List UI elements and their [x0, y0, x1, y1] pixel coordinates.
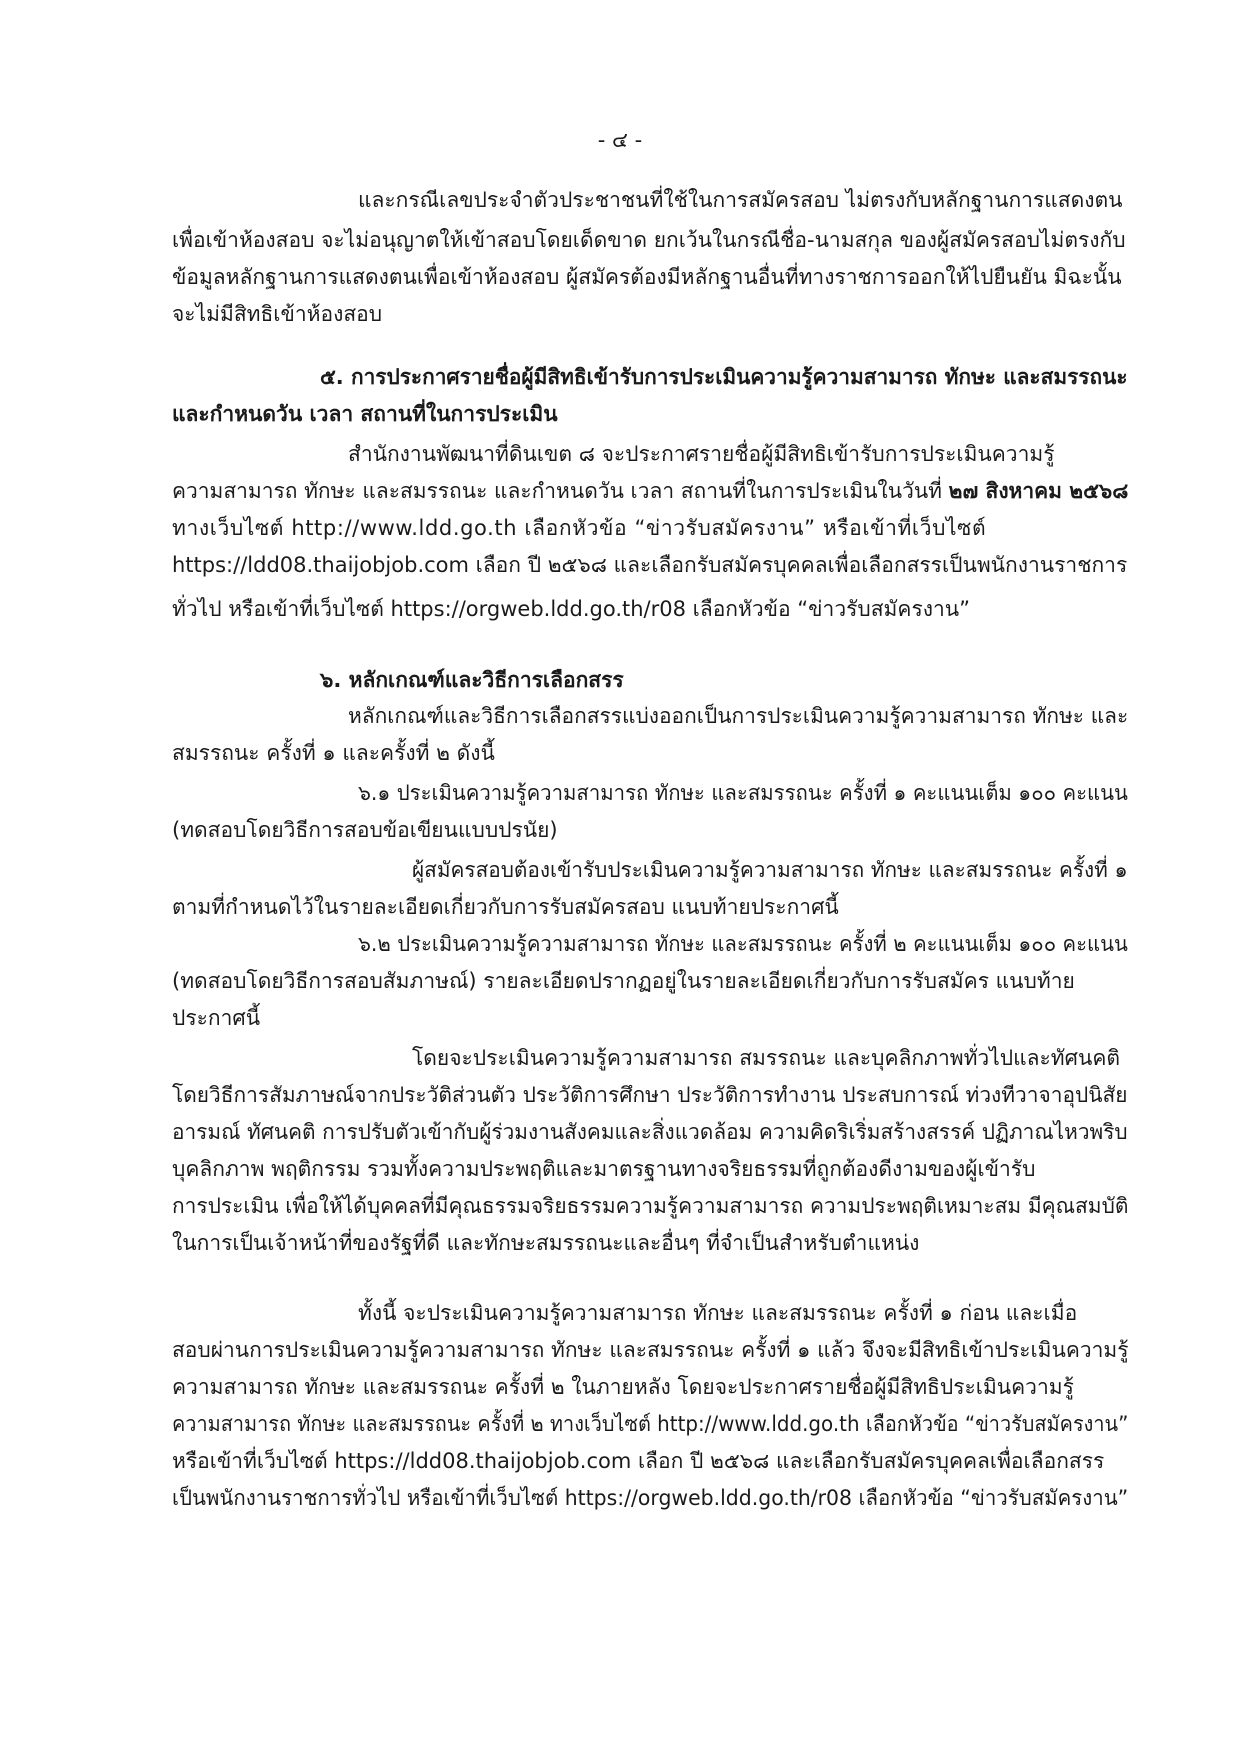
paragraph-line: อารมณ์ ทัศนคติ การปรับตัวเข้ากับผู้ร่วมงานสังคมและสิ่งแวดล้อม ความคิดริเริ่มสร้างสรรค์ ปฏิภาณไหวพริบ — [172, 1120, 1128, 1144]
item-6-2: ๖.๒ ประเมินความรู้ความสามารถ ทักษะ และสมรรถนะ ครั้งที่ ๒ คะแนนเต็ม ๑๐๐ คะแนน — [358, 932, 1128, 956]
paragraph-line: ทั้งนี้ จะประเมินความรู้ความสามารถ ทักษะ และสมรรถนะ ครั้งที่ ๑ ก่อน และเมื่อ — [358, 1301, 1078, 1325]
paragraph-line: บุคลิกภาพ พฤติกรรม รวมทั้งความประพฤติและมาตรฐานทางจริยธรรมที่ถูกต้องดีงามของผู้เข้ารับ — [172, 1157, 1036, 1181]
paragraph-line: ตามที่กำหนดไว้ในรายละเอียดเกี่ยวกับการรับสมัครสอบ แนบท้ายประกาศนี้ — [172, 895, 839, 919]
paragraph-line: ทางเว็บไซต์ http://www.ldd.go.th เลือกหัวข้อ “ข่าวรับสมัครงาน” หรือเข้าที่เว็บไซต์ — [172, 516, 987, 540]
paragraph-line: (ทดสอบโดยวิธีการสอบสัมภาษณ์) รายละเอียดปรากฏอยู่ในรายละเอียดเกี่ยวกับการรับสมัคร แนบท้าย — [172, 969, 1075, 993]
section-5-heading: และกำหนดวัน เวลา สถานที่ในการประเมิน — [172, 402, 558, 426]
paragraph-line: ประกาศนี้ — [172, 1006, 261, 1030]
paragraph-line: ทั่วไป หรือเข้าที่เว็บไซต์ https://orgweb.ldd.go.th/r08 เลือกหัวข้อ “ข่าวรับสมัครงาน” — [172, 597, 970, 621]
paragraph-line: ความสามารถ ทักษะ และสมรรถนะ ครั้งที่ ๒ ทางเว็บไซต์ http://www.ldd.go.th เลือกหัวข้อ “ข่าวรับสมัครงาน” — [172, 1412, 1129, 1436]
section-5-heading: ๕. การประกาศรายชื่อผู้มีสิทธิเข้ารับการประเมินความรู้ความสามารถ ทักษะ และสมรรถนะ — [320, 365, 1128, 389]
paragraph-line: จะไม่มีสิทธิเข้าห้องสอบ — [172, 302, 383, 326]
paragraph-line: โดยวิธีการสัมภาษณ์จากประวัติส่วนตัว ประวัติการศึกษา ประวัติการทำงาน ประสบการณ์ ท่วงทีวาจาอุปนิสัย — [172, 1083, 1128, 1107]
paragraph-line: หลักเกณฑ์และวิธีการเลือกสรรแบ่งออกเป็นการประเมินความรู้ความสามารถ ทักษะ และ — [348, 704, 1129, 728]
page-number: - ๔ - — [597, 128, 643, 152]
item-6-1: ๖.๑ ประเมินความรู้ความสามารถ ทักษะ และสมรรถนะ ครั้งที่ ๑ คะแนนเต็ม ๑๐๐ คะแนน — [358, 781, 1128, 805]
paragraph-line — [172, 476, 1128, 506]
paragraph-line: สำนักงานพัฒนาที่ดินเขต ๘ จะประกาศรายชื่อผู้มีสิทธิเข้ารับการประเมินความรู้ — [348, 442, 1055, 466]
paragraph-line: เป็นพนักงานราชการทั่วไป หรือเข้าที่เว็บไซต์ https://orgweb.ldd.go.th/r08 เลือกหัวข้อ “ข่าวรับสมัครงาน” — [172, 1486, 1129, 1510]
paragraph-line: https://ldd08.thaijobjob.com เลือก ปี ๒๕๖๘ และเลือกรับสมัครบุคคลเพื่อเลือกสรรเป็นพนักงานราชการ — [172, 553, 1128, 577]
paragraph-line: โดยจะประเมินความรู้ความสามารถ สมรรถนะ และบุคลิกภาพทั่วไปและทัศนคติ — [412, 1046, 1121, 1070]
paragraph-line: สอบผ่านการประเมินความรู้ความสามารถ ทักษะ และสมรรถนะ ครั้งที่ ๑ แล้ว จึงจะมีสิทธิเข้าประเมินความรู้ — [172, 1338, 1129, 1362]
paragraph-text: ความสามารถ ทักษะ และสมรรถนะ และกำหนดวัน เวลา สถานที่ในการประเมินในวันที่ — [172, 479, 949, 503]
paragraph-line: เพื่อเข้าห้องสอบ จะไม่อนุญาตให้เข้าสอบโดยเด็ดขาด ยกเว้นในกรณีชื่อ-นามสกุล ของผู้สมัครสอบไม่ตรงกับ — [172, 228, 1126, 252]
paragraph-line: (ทดสอบโดยวิธีการสอบข้อเขียนแบบปรนัย) — [172, 818, 558, 842]
paragraph-line: และกรณีเลขประจำตัวประชาชนที่ใช้ในการสมัครสอบ ไม่ตรงกับหลักฐานการแสดงตน — [358, 188, 1123, 212]
section-6-heading: ๖. หลักเกณฑ์และวิธีการเลือกสรร — [320, 668, 624, 692]
paragraph-line: สมรรถนะ ครั้งที่ ๑ และครั้งที่ ๒ ดังนี้ — [172, 741, 495, 765]
paragraph-line: ผู้สมัครสอบต้องเข้ารับประเมินความรู้ความสามารถ ทักษะ และสมรรถนะ ครั้งที่ ๑ — [412, 858, 1128, 882]
paragraph-line: ข้อมูลหลักฐานการแสดงตนเพื่อเข้าห้องสอบ ผู้สมัครต้องมีหลักฐานอื่นที่ทางราชการออกให้ไปยืนยัน มิฉะนั้น — [172, 265, 1122, 289]
announcement-date: ๒๗ สิงหาคม ๒๕๖๘ — [948, 479, 1129, 503]
paragraph-line: ความสามารถ ทักษะ และสมรรถนะ ครั้งที่ ๒ ในภายหลัง โดยจะประกาศรายชื่อผู้มีสิทธิประเมินความรู้ — [172, 1375, 1074, 1399]
paragraph-line: การประเมิน เพื่อให้ได้บุคคลที่มีคุณธรรมจริยธรรมความรู้ความสามารถ ความประพฤติเหมาะสม มีคุณสมบัติ — [172, 1194, 1129, 1218]
paragraph-line: ในการเป็นเจ้าหน้าที่ของรัฐที่ดี และทักษะสมรรถนะและอื่นๆ ที่จำเป็นสำหรับตำแหน่ง — [172, 1231, 920, 1255]
paragraph-line: หรือเข้าที่เว็บไซต์ https://ldd08.thaijobjob.com เลือก ปี ๒๕๖๘ และเลือกรับสมัครบุคคลเพื่อเลือกสรร — [172, 1449, 1105, 1473]
